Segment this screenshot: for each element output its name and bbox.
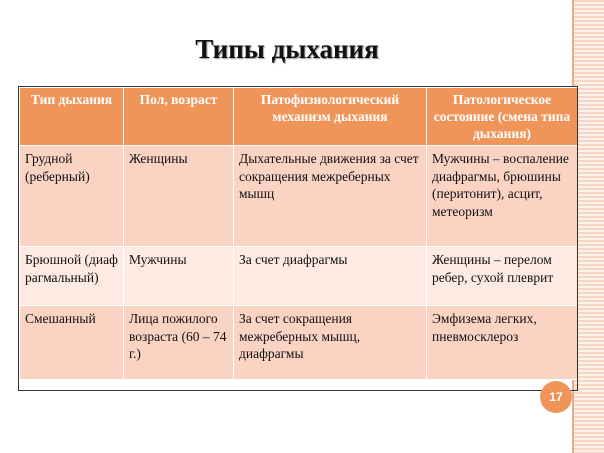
cell-breathing-type: Брюшной (диафрагмальный) <box>20 247 124 306</box>
header-breathing-type: Тип дыхания <box>20 88 124 146</box>
header-mechanism: Патофизиологический механизм дыхания <box>234 88 427 146</box>
cell-pathology: Женщины – перелом ребер, сухой плеврит <box>427 247 578 306</box>
cell-mechanism: За счет сокращения межреберных мышц, диафрагмы <box>234 306 427 380</box>
breathing-types-table <box>19 87 578 380</box>
cell-mechanism: Дыхательные движения за счет сокращения межреберных мышц <box>234 146 427 247</box>
cell-sex-age: Мужчины <box>124 247 234 306</box>
table-header-row <box>20 88 578 146</box>
cell-pathology: Эмфизема легких, пневмосклероз <box>427 306 578 380</box>
table-row <box>20 247 578 306</box>
header-pathology: Патологическое состояние (смена типа дыхания) <box>427 88 578 146</box>
edge-stripe-decoration <box>574 0 604 453</box>
table-row <box>20 306 578 380</box>
header-sex-age: Пол, возраст <box>124 88 234 146</box>
cell-mechanism: За счет диафрагмы <box>234 247 427 306</box>
table-row <box>20 146 578 247</box>
cell-breathing-type: Грудной (реберный) <box>20 146 124 247</box>
cell-sex-age: Лица пожилого возраста (60 – 74 г.) <box>124 306 234 380</box>
page-number-badge: 17 <box>540 381 572 413</box>
cell-breathing-type: Смешанный <box>20 306 124 380</box>
cell-pathology: Мужчины – воспаление диафрагмы, брюшины (перитонит), асцит, метеоризм <box>427 146 578 247</box>
cell-sex-age: Женщины <box>124 146 234 247</box>
slide-title: Типы дыхания <box>195 34 379 64</box>
